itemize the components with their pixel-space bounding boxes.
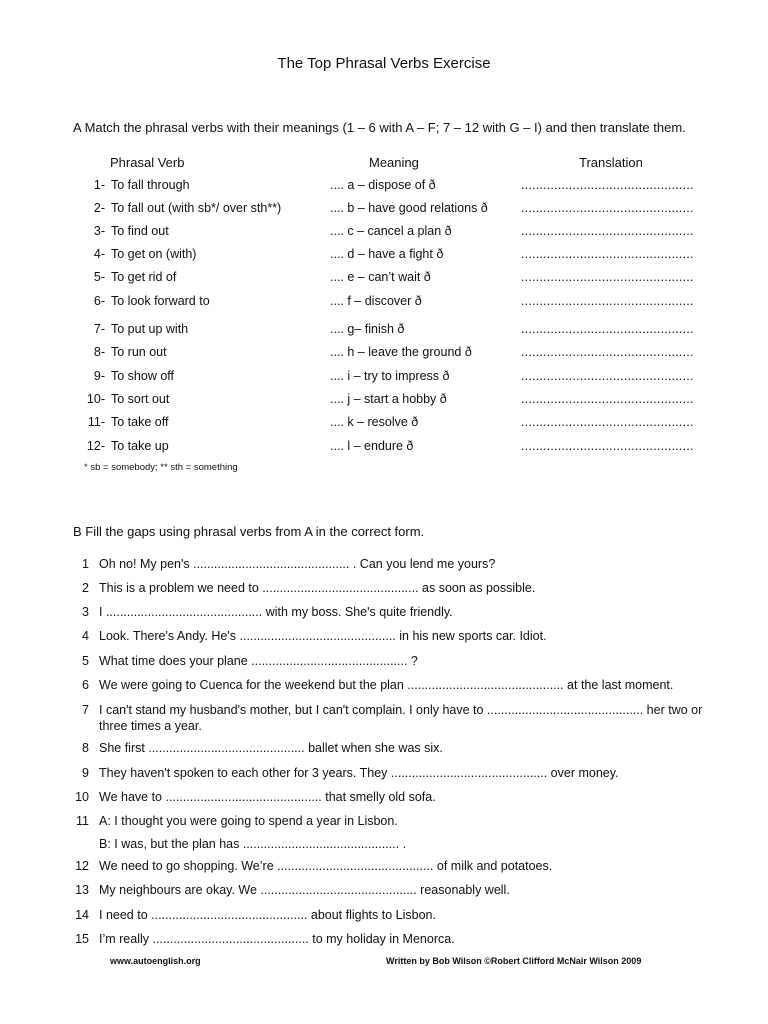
sentence-line: What time does your plane ............................................. ? xyxy=(99,654,418,668)
phrasal-verb: To take off xyxy=(111,415,169,429)
sentence-line: Oh no! My pen's ............................................. . Can you lend me yours? xyxy=(99,557,496,571)
sentence-number: 8 xyxy=(82,741,89,755)
sentence-number: 13 xyxy=(75,883,89,897)
sentence-line: I ............................................. with my boss. She's quite friendly. xyxy=(99,605,453,619)
phrasal-verb: To sort out xyxy=(111,392,170,406)
sentence-text xyxy=(99,604,714,621)
meaning-option: .... h – leave the ground ð xyxy=(330,345,472,359)
verb-number: 10- xyxy=(86,392,105,406)
sentence-number: 11 xyxy=(76,814,89,828)
sentence-line: My neighbours are okay. We ............................................. reasonably well. xyxy=(99,883,510,897)
verb-number: 3- xyxy=(93,224,105,238)
verb-row xyxy=(0,415,768,435)
sentence-text xyxy=(99,765,714,782)
meaning-option: .... b – have good relations ð xyxy=(330,201,488,215)
translation-blank: ............................................... xyxy=(521,345,694,359)
sentence-number: 5 xyxy=(82,654,89,668)
phrasal-verb: To get on (with) xyxy=(111,247,197,261)
verb-row xyxy=(0,201,768,221)
verb-number: 5- xyxy=(93,270,105,284)
footnote: * sb = somebody; ** sth = something xyxy=(84,462,238,473)
sentence-text xyxy=(99,858,714,875)
column-header-translation: Translation xyxy=(579,155,643,170)
verb-number: 7- xyxy=(93,322,105,336)
phrasal-verb: To put up with xyxy=(111,322,189,336)
sentence-number: 10 xyxy=(75,790,89,804)
sentence-number: 14 xyxy=(75,908,89,922)
footer-website: www.autoenglish.org xyxy=(110,956,201,966)
sentence-text xyxy=(99,907,714,924)
verb-row xyxy=(0,345,768,365)
translation-blank: ............................................... xyxy=(521,270,694,284)
sentence-text xyxy=(99,882,714,899)
verb-number: 9- xyxy=(93,369,105,383)
sentence-text xyxy=(99,789,714,806)
translation-blank: ............................................... xyxy=(521,224,694,238)
verb-number: 11- xyxy=(87,415,105,429)
verb-number: 1- xyxy=(93,178,105,192)
sentence-line: This is a problem we need to ............................................. as soon as possible. xyxy=(99,581,536,595)
translation-blank: ............................................... xyxy=(521,294,694,308)
sentence-line: We were going to Cuenca for the weekend but the plan ............................................. at the last moment. xyxy=(99,678,674,692)
phrasal-verb: To find out xyxy=(111,224,169,238)
column-header-phrasal-verb: Phrasal Verb xyxy=(110,155,185,170)
meaning-option: .... a – dispose of ð xyxy=(330,178,436,192)
verb-row xyxy=(0,392,768,412)
meaning-option: .... e – can’t wait ð xyxy=(330,270,431,284)
sentence-line: She first ............................................. ballet when she was six. xyxy=(99,741,443,755)
translation-blank: ............................................... xyxy=(521,415,694,429)
sentence-number: 9 xyxy=(82,766,89,780)
sentence-number: 15 xyxy=(75,932,89,946)
phrasal-verb: To show off xyxy=(111,369,175,383)
verb-number: 12- xyxy=(86,439,105,453)
sentence-line: We need to go shopping. We’re ............................................. of milk and potatoes. xyxy=(99,859,553,873)
verb-row xyxy=(0,178,768,198)
section-a-instruction: A Match the phrasal verbs with their meanings (1 – 6 with A – F; 7 – 12 with G – I) and then translate them. xyxy=(73,120,686,135)
sentence-line: I’m really ............................................. to my holiday in Menorca. xyxy=(99,932,455,946)
sentence-text xyxy=(99,740,714,757)
verb-row xyxy=(0,322,768,342)
phrasal-verb: To fall out (with sb*/ over sth**) xyxy=(111,201,282,215)
sentence-line: They haven't spoken to each other for 3 years. They ............................................. over money. xyxy=(99,766,619,780)
translation-blank: ............................................... xyxy=(521,369,694,383)
verb-row xyxy=(0,294,768,314)
verb-number: 4- xyxy=(93,247,105,261)
section-b-instruction: B Fill the gaps using phrasal verbs from A in the correct form. xyxy=(73,524,425,539)
phrasal-verb: To look forward to xyxy=(111,294,210,308)
meaning-option: .... l – endure ð xyxy=(330,439,414,453)
column-header-meaning: Meaning xyxy=(369,155,419,170)
sentence-text xyxy=(99,702,714,735)
translation-blank: ............................................... xyxy=(521,322,694,336)
sentence-text xyxy=(99,556,714,573)
translation-blank: ............................................... xyxy=(521,392,694,406)
meaning-option: .... k – resolve ð xyxy=(330,415,419,429)
verb-number: 6- xyxy=(93,294,105,308)
translation-blank: ............................................... xyxy=(521,201,694,215)
sentence-number: 1 xyxy=(82,557,89,571)
meaning-option: .... g– finish ð xyxy=(330,322,405,336)
sentence-line: B: I was, but the plan has ............................................. . xyxy=(99,837,407,851)
verb-row xyxy=(0,224,768,244)
phrasal-verb: To get rid of xyxy=(111,270,177,284)
sentence-text xyxy=(99,813,714,853)
verb-row xyxy=(0,270,768,290)
sentence-line: A: I thought you were going to spend a year in Lisbon. xyxy=(99,814,398,828)
sentence-number: 7 xyxy=(82,703,89,717)
verb-row xyxy=(0,369,768,389)
sentence-number: 6 xyxy=(82,678,89,692)
sentence-text xyxy=(99,677,714,694)
phrasal-verb: To run out xyxy=(111,345,167,359)
sentence-text xyxy=(99,931,714,948)
sentence-line: We have to ............................................. that smelly old sofa. xyxy=(99,790,436,804)
sentence-text xyxy=(99,628,714,645)
phrasal-verb: To fall through xyxy=(111,178,190,192)
verb-number: 2- xyxy=(93,201,105,215)
translation-blank: ............................................... xyxy=(521,439,694,453)
meaning-option: .... c – cancel a plan ð xyxy=(330,224,452,238)
meaning-option: .... f – discover ð xyxy=(330,294,422,308)
sentence-line: I can't stand my husband's mother, but I can't complain. I only have to ............................................. her two or three times a year. xyxy=(99,703,703,733)
translation-blank: ............................................... xyxy=(521,178,694,192)
verb-row xyxy=(0,247,768,267)
page-title: The Top Phrasal Verbs Exercise xyxy=(277,55,491,72)
sentence-number: 3 xyxy=(82,605,89,619)
verb-row xyxy=(0,439,768,459)
sentence-text xyxy=(99,653,714,670)
translation-blank: ............................................... xyxy=(521,247,694,261)
sentence-line: Look. There's Andy. He's ............................................. in his new sports car. Idiot. xyxy=(99,629,547,643)
footer-copyright: Written by Bob Wilson ©Robert Clifford McNair Wilson 2009 xyxy=(386,956,642,966)
sentence-number: 12 xyxy=(75,859,89,873)
sentence-line: I need to ............................................. about flights to Lisbon. xyxy=(99,908,436,922)
sentence-text xyxy=(99,580,714,597)
sentence-number: 4 xyxy=(82,629,89,643)
verb-number: 8- xyxy=(93,345,105,359)
sentence-number: 2 xyxy=(82,581,89,595)
meaning-option: .... d – have a fight ð xyxy=(330,247,444,261)
meaning-option: .... j – start a hobby ð xyxy=(330,392,447,406)
phrasal-verb: To take up xyxy=(111,439,169,453)
meaning-option: .... i – try to impress ð xyxy=(330,369,450,383)
